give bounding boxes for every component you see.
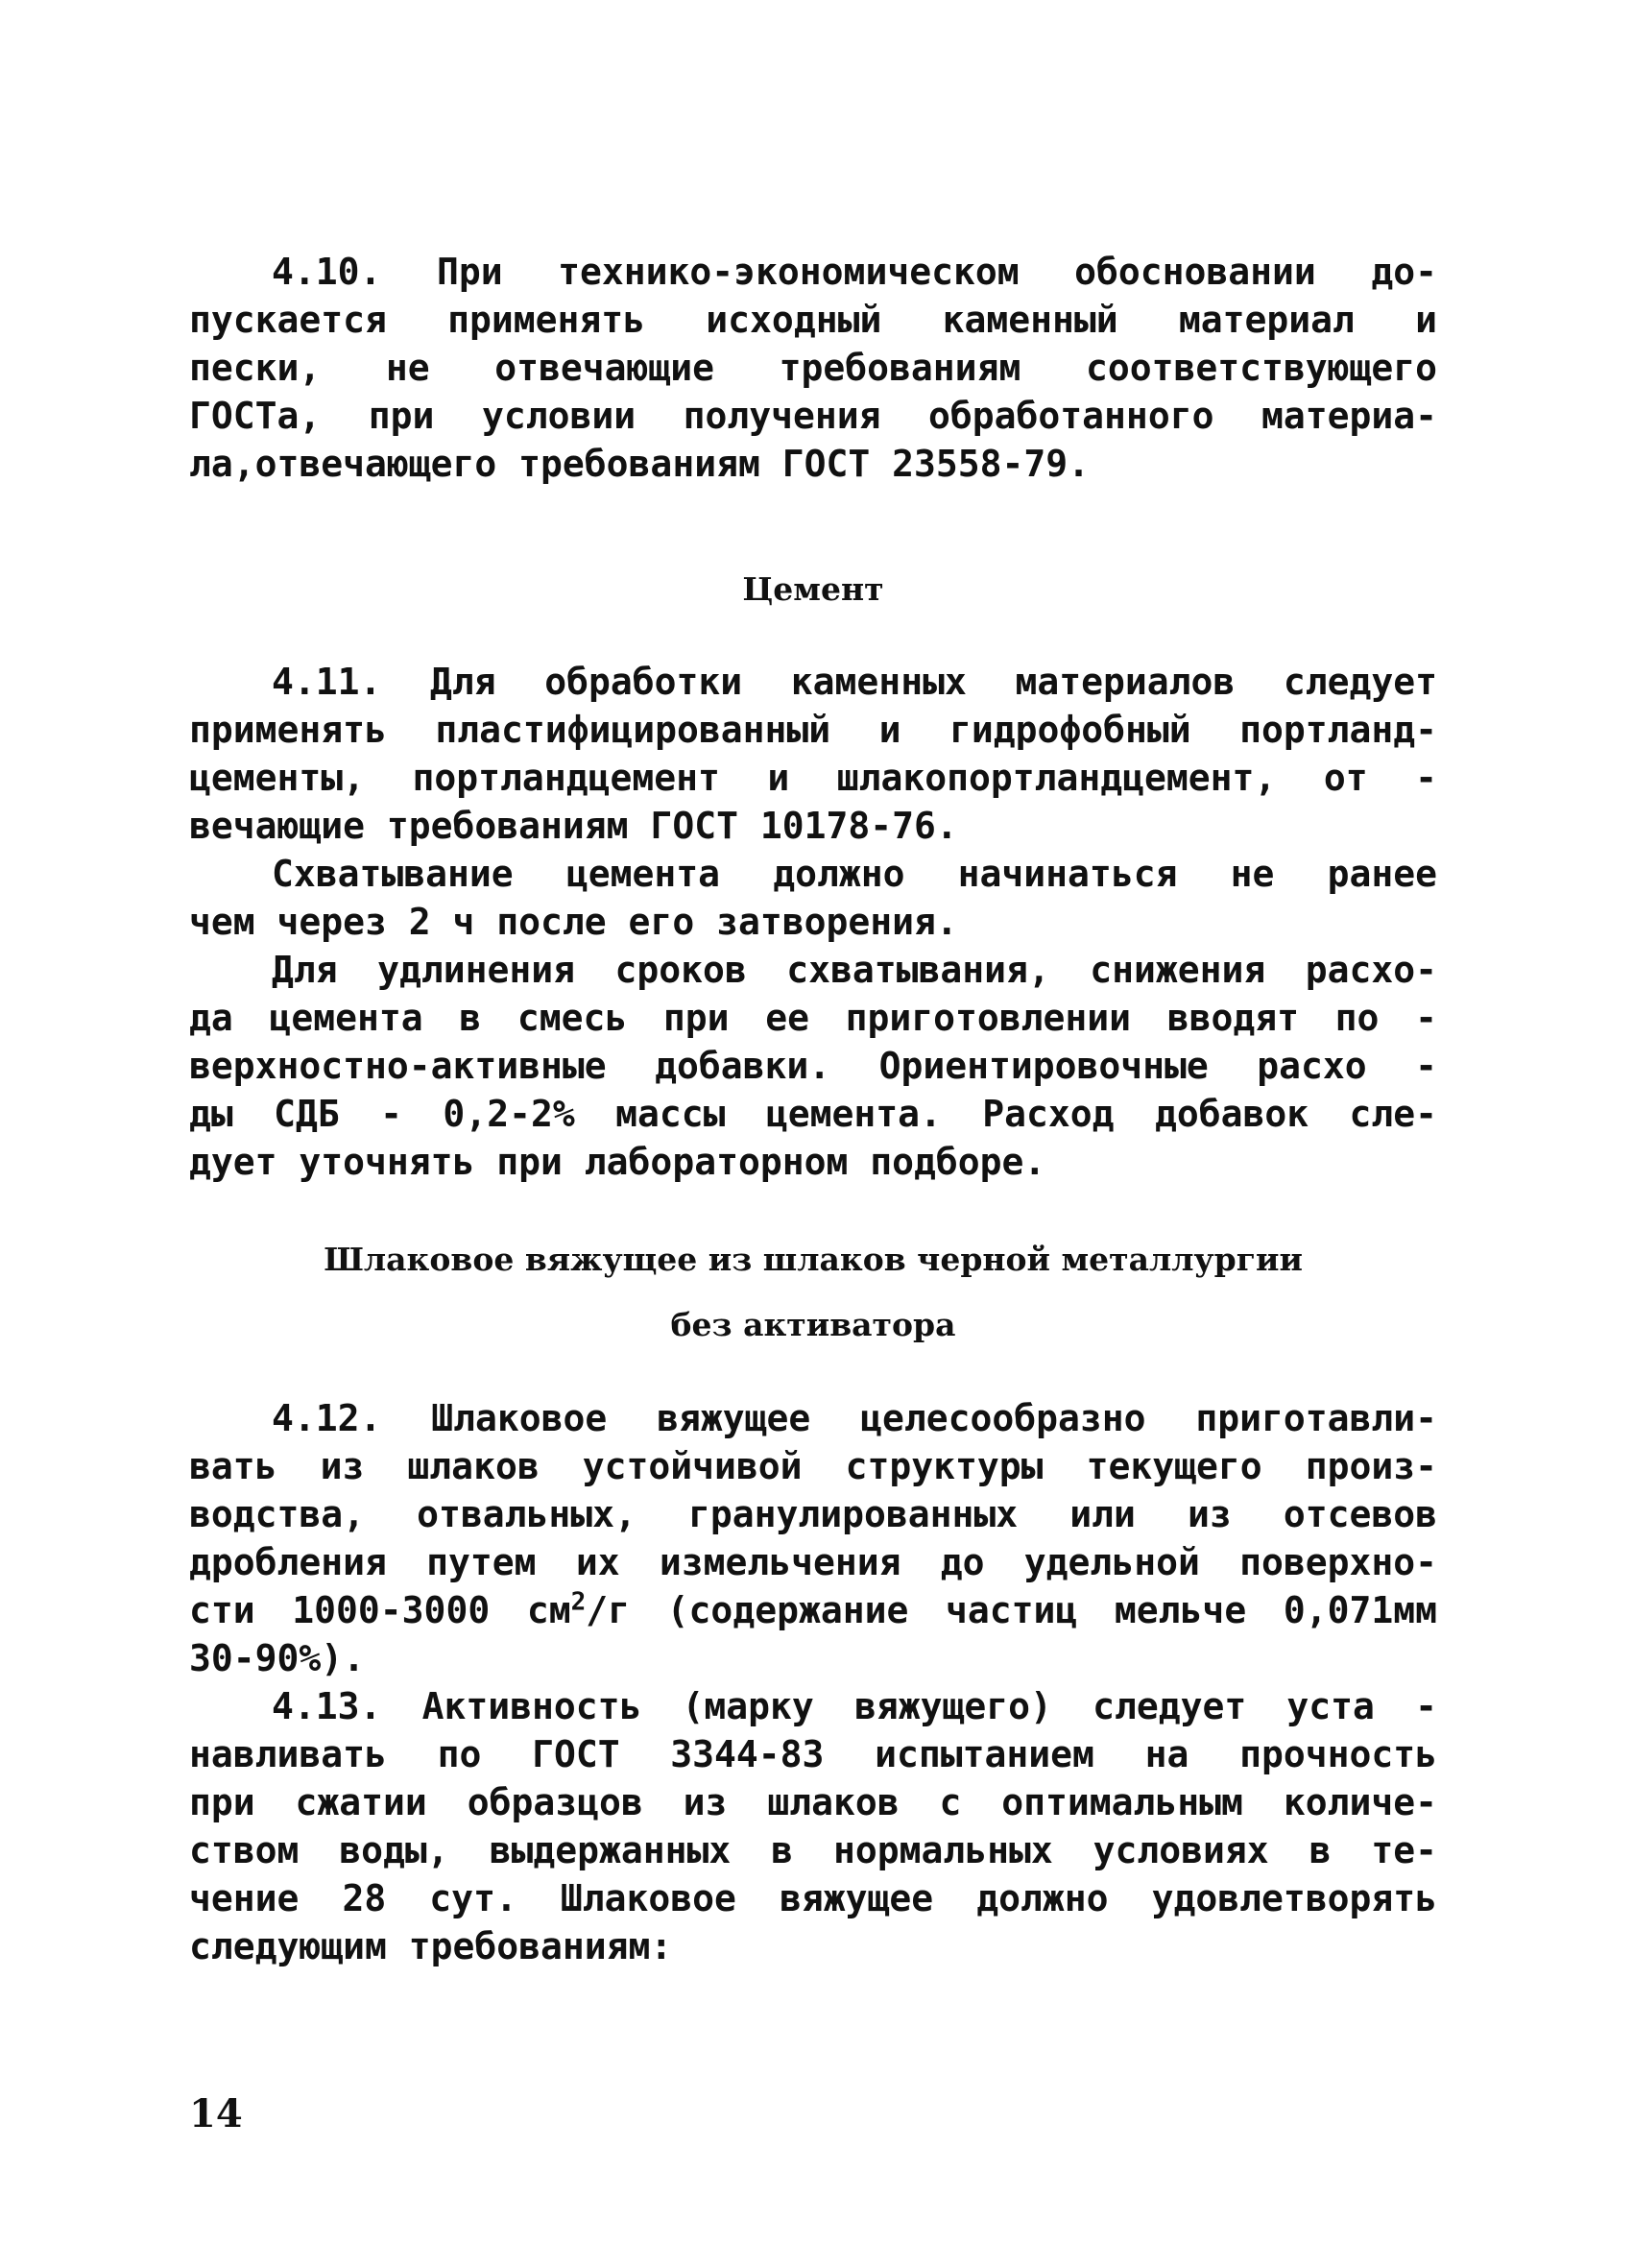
text-line: 4.12. Шлаковое вяжущее целесообразно приготавли-: [272, 1397, 1437, 1439]
text-fragment: /г (содержание частиц мельче 0,071мм: [586, 1589, 1437, 1631]
text-line: применять пластифицированный и гидрофобный портланд-: [189, 709, 1437, 751]
text-line: при сжатии образцов из шлаков с оптимальным количе-: [189, 1781, 1437, 1823]
text-line: пески, не отвечающие требованиям соответствующего: [189, 347, 1437, 389]
text-line: ды СДБ - 0,2-2% массы цемента. Расход добавок сле-: [189, 1093, 1437, 1135]
text-line: 4.10. При технико-экономическом обосновании до-: [272, 251, 1437, 293]
text-fragment: сти 1000-3000 см: [189, 1589, 571, 1631]
text-line: Для удлинения сроков схватывания, снижения расхо-: [272, 949, 1437, 991]
section-heading-slag-binder-subtitle: без активатора: [670, 1306, 956, 1343]
text-line: водства, отвальных, гранулированных или из отсевов: [189, 1493, 1437, 1535]
superscript: 2: [570, 1587, 587, 1617]
text-line: 4.11. Для обработки каменных материалов следует: [272, 661, 1437, 703]
text-line: ла,отвечающего требованиям ГОСТ 23558-79.: [189, 443, 1090, 485]
text-line: верхностно-активные добавки. Ориентировочные расхо -: [189, 1045, 1437, 1087]
text-line: навливать по ГОСТ 3344-83 испытанием на прочность: [189, 1733, 1437, 1775]
paragraph-4-11: [189, 658, 1437, 1186]
paragraph-4-13: [189, 1682, 1437, 1970]
text-line: цементы, портландцемент и шлакопортландцемент, от -: [189, 757, 1437, 799]
text-line: 4.13. Активность (марку вяжущего) следует уста -: [272, 1685, 1437, 1727]
text-line: дробления путем их измельчения до удельной поверхно-: [189, 1541, 1437, 1583]
text-line: пускается применять исходный каменный материал и: [189, 299, 1437, 341]
text-line: чение 28 сут. Шлаковое вяжущее должно удовлетворять: [189, 1877, 1437, 1919]
section-heading-slag-binder: Шлаковое вяжущее из шлаков черной металлургии: [324, 1241, 1303, 1278]
section-heading-cement: Цемент: [742, 570, 884, 608]
text-line: да цемента в смесь при ее приготовлении вводят по -: [189, 997, 1437, 1039]
document-page: [189, 0, 1437, 2268]
text-line: чем через 2 ч после его затворения.: [189, 901, 958, 943]
text-line: следующим требованиям:: [189, 1925, 673, 1967]
text-line-with-superscript: [189, 1586, 1437, 1634]
paragraph-4-12: [189, 1394, 1437, 1682]
text-line: вать из шлаков устойчивой структуры текущего произ-: [189, 1445, 1437, 1487]
text-line: вечающие требованиям ГОСТ 10178-76.: [189, 805, 958, 847]
page-number: 14: [189, 2091, 243, 2136]
text-line: Схватывание цемента должно начинаться не ранее: [272, 853, 1437, 895]
text-line: ГОСТа, при условии получения обработанного материа-: [189, 395, 1437, 437]
text-line: ством воды, выдержанных в нормальных условиях в те-: [189, 1829, 1437, 1871]
text-line: 30-90%).: [189, 1637, 366, 1679]
paragraph-4-10: [189, 248, 1437, 488]
text-line: дует уточнять при лабораторном подборе.: [189, 1141, 1046, 1183]
